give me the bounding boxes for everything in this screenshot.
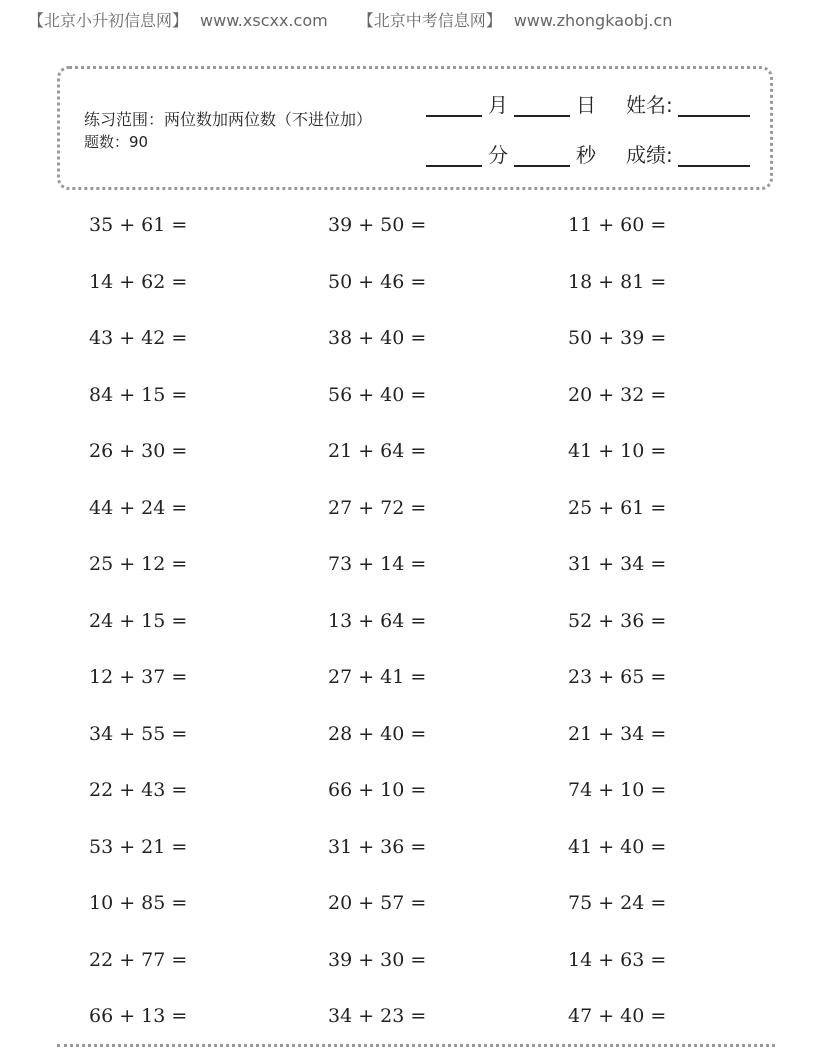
problem-item: 53 + 21 = [89,835,188,858]
problem-item: 34 + 55 = [89,722,188,745]
problem-item: 22 + 77 = [89,948,188,971]
problem-item: 74 + 10 = [568,779,667,801]
problem-item: 75 + 24 = [568,892,667,914]
site2-url[interactable]: www.zhongkaobj.cn [513,11,673,30]
problem-item: 39 + 30 = [328,948,427,971]
problem-item: 11 + 60 = [568,214,667,236]
second-label: 秒 [576,143,596,167]
problem-count: 题数：90 [84,133,149,151]
problem-item: 43 + 42 = [89,327,188,349]
problem-item: 44 + 24 = [89,496,188,519]
problem-item: 18 + 81 = [568,270,667,293]
practice-range: 练习范围：两位数加两位数（不进位加） [84,110,373,129]
problem-item: 25 + 12 = [89,553,188,575]
name-label: 姓名: [626,93,673,117]
problem-item: 41 + 40 = [568,835,667,858]
month-label: 月 [488,93,508,117]
score-label: 成绩: [626,143,673,167]
problem-item: 28 + 40 = [328,722,427,745]
problem-item: 56 + 40 = [328,383,427,406]
problem-item: 14 + 62 = [89,270,188,293]
problem-item: 21 + 64 = [328,440,427,462]
problem-item: 27 + 41 = [328,666,427,688]
problem-item: 25 + 61 = [568,496,667,519]
site1-name: 【北京小升初信息网】 [28,11,189,30]
problem-item: 22 + 43 = [89,779,188,801]
problem-item: 12 + 37 = [89,666,188,688]
problem-item: 34 + 23 = [328,1005,427,1027]
problem-item: 31 + 36 = [328,835,427,858]
problem-item: 27 + 72 = [328,496,427,519]
problem-item: 24 + 15 = [89,609,188,632]
problem-item: 13 + 64 = [328,609,427,632]
site1-url[interactable]: www.xscxx.com [200,11,328,30]
day-label: 日 [576,93,596,117]
problem-item: 41 + 10 = [568,440,667,462]
problem-item: 84 + 15 = [89,383,188,406]
problem-item: 50 + 46 = [328,270,427,293]
problem-item: 47 + 40 = [568,1005,667,1027]
problem-item: 10 + 85 = [89,892,188,914]
problem-item: 20 + 57 = [328,892,427,914]
minute-label: 分 [488,143,508,167]
bottom-divider [57,1044,775,1047]
problem-item: 73 + 14 = [328,553,427,575]
problem-item: 20 + 32 = [568,383,667,406]
problem-item: 66 + 13 = [89,1005,188,1027]
problem-item: 26 + 30 = [89,440,188,462]
problem-item: 50 + 39 = [568,327,667,349]
problem-item: 31 + 34 = [568,553,667,575]
problem-item: 14 + 63 = [568,948,667,971]
problem-item: 38 + 40 = [328,327,427,349]
problem-item: 35 + 61 = [89,214,188,236]
problem-item: 21 + 34 = [568,722,667,745]
problem-item: 23 + 65 = [568,666,667,688]
problem-item: 39 + 50 = [328,214,427,236]
site2-name: 【北京中考信息网】 [357,11,502,30]
problem-item: 52 + 36 = [568,609,667,632]
problem-item: 66 + 10 = [328,779,427,801]
